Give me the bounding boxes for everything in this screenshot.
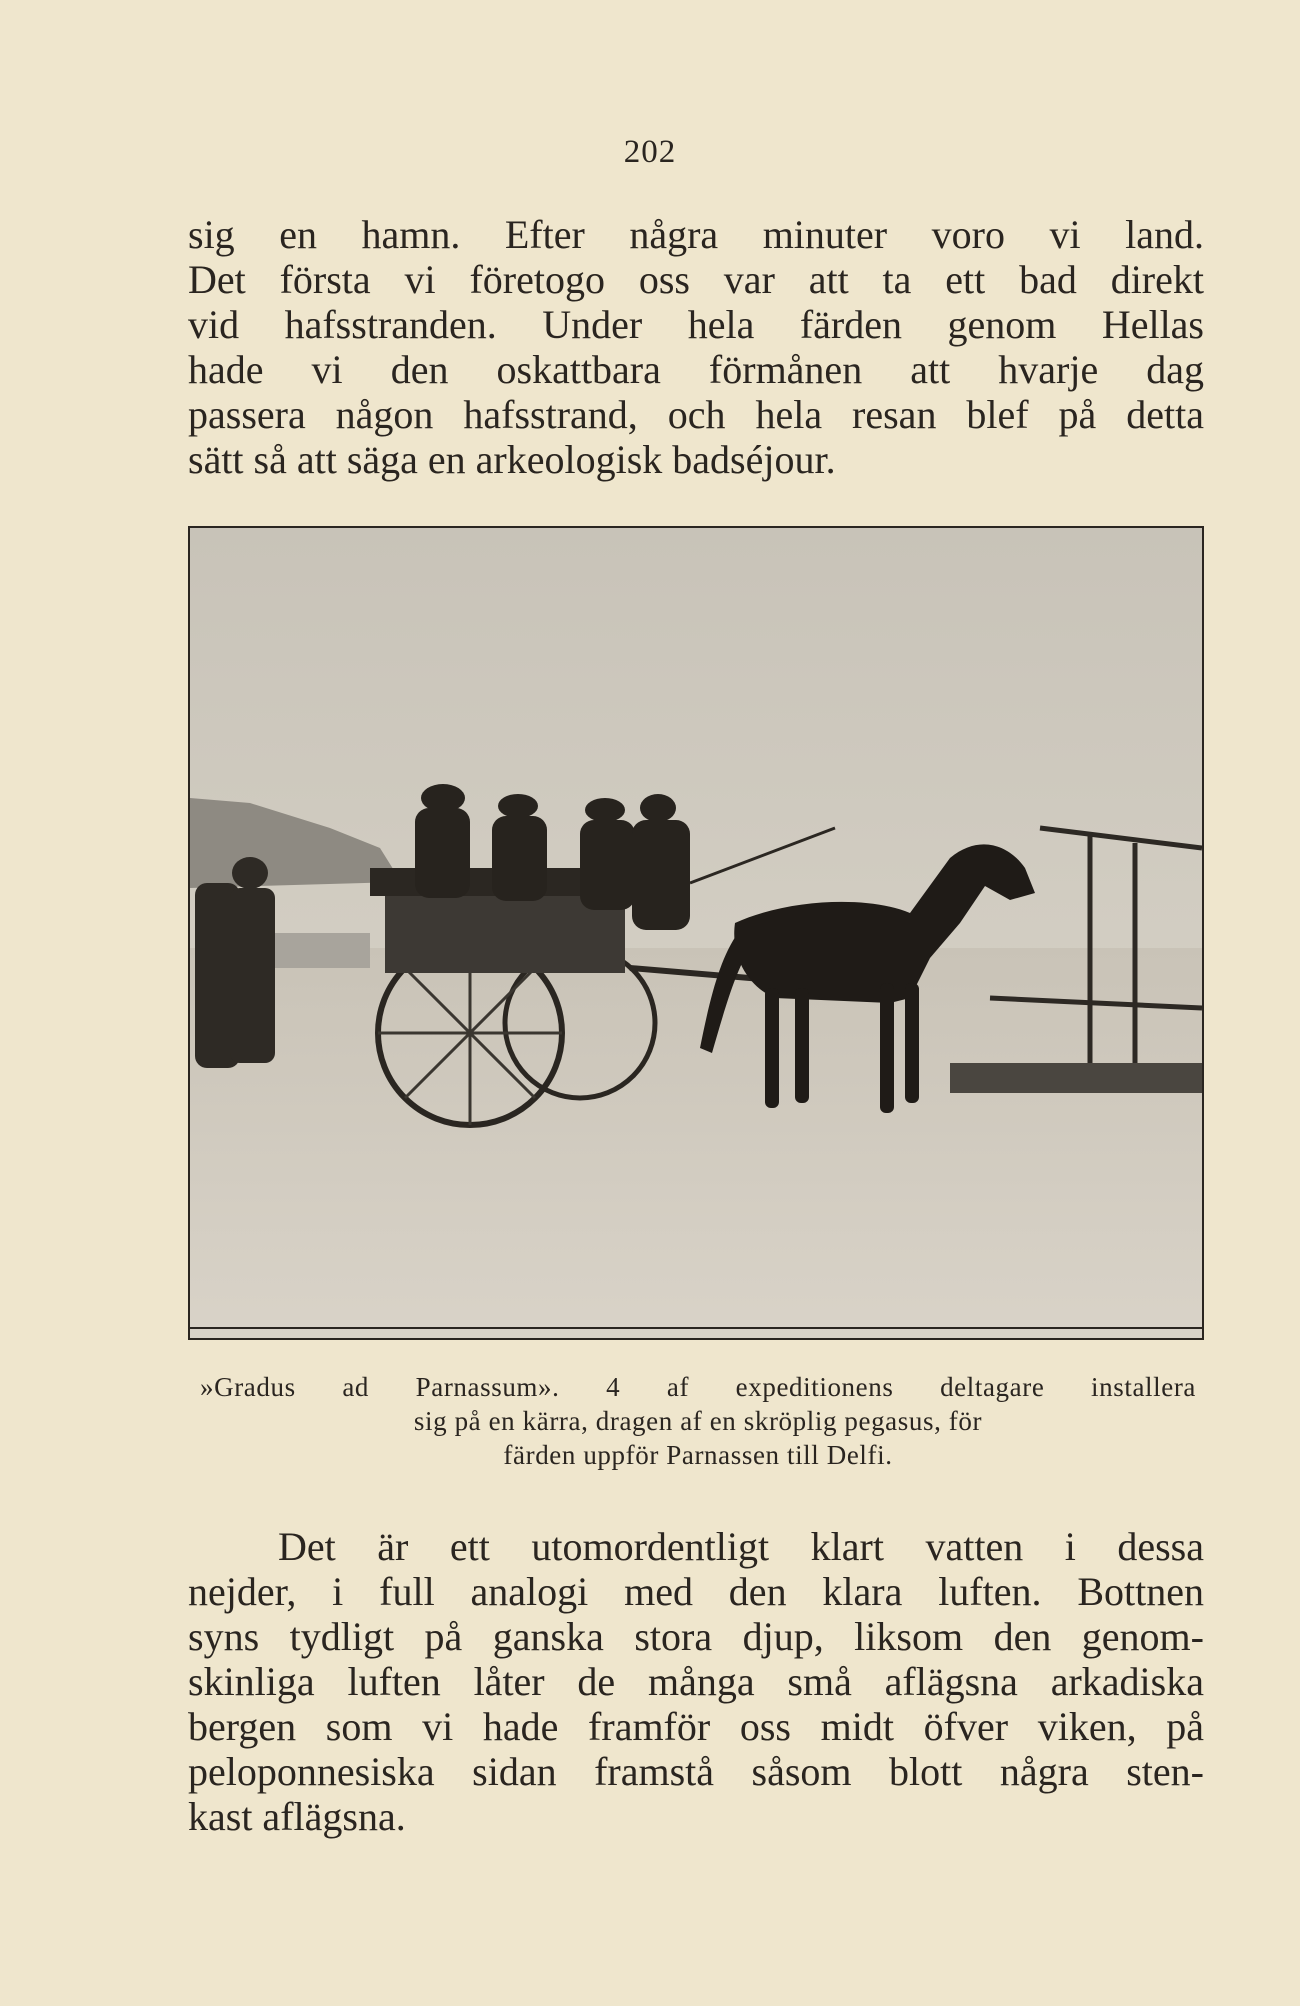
pier	[950, 1063, 1202, 1093]
text-line: kast aflägsna.	[188, 1794, 406, 1839]
caption-line: sig på en kärra, dragen af en skröplig pegasus, för	[413, 1406, 983, 1436]
page-number: 202	[623, 134, 677, 170]
photo-illustration	[190, 528, 1202, 1338]
paragraph-2	[188, 1524, 1204, 1839]
ground	[190, 948, 1202, 1338]
figure-caption	[200, 1370, 1196, 1472]
text-line: passera någon hafsstrand, och hela resan blef på detta	[188, 392, 1204, 437]
text-line: Det är ett utomordentligt klart vatten i dessa	[278, 1524, 1204, 1569]
text-line: peloponnesiska sidan framstå såsom blott några sten-	[188, 1749, 1204, 1794]
caption-line: färden uppför Parnassen till Delfi.	[503, 1440, 893, 1470]
text-line: sätt så att säga en arkeologisk badséjour.	[188, 437, 836, 482]
text-line: vid hafsstranden. Under hela färden genom Hellas	[188, 302, 1204, 347]
photograph-horse-cart	[188, 526, 1204, 1340]
text-line: nejder, i full analogi med den klara luften. Bottnen	[188, 1569, 1204, 1614]
text-line: sig en hamn. Efter några minuter voro vi land.	[188, 212, 1204, 257]
standing-figures	[195, 857, 275, 1068]
paragraph-1	[188, 212, 1204, 482]
text-line: bergen som vi hade framför oss midt öfver viken, på	[188, 1704, 1204, 1749]
text-line: syns tydligt på ganska stora djup, liksom den genom-	[188, 1614, 1204, 1659]
text-line: hade vi den oskattbara förmånen att hvarje dag	[188, 347, 1204, 392]
text-line: skinliga luften låter de många små aflägsna arkadiska	[188, 1659, 1204, 1704]
caption-line: »Gradus ad Parnassum». 4 af expeditionens deltagare installera	[200, 1372, 1196, 1402]
text-line: Det första vi företogo oss var att ta ett bad direkt	[188, 257, 1204, 302]
